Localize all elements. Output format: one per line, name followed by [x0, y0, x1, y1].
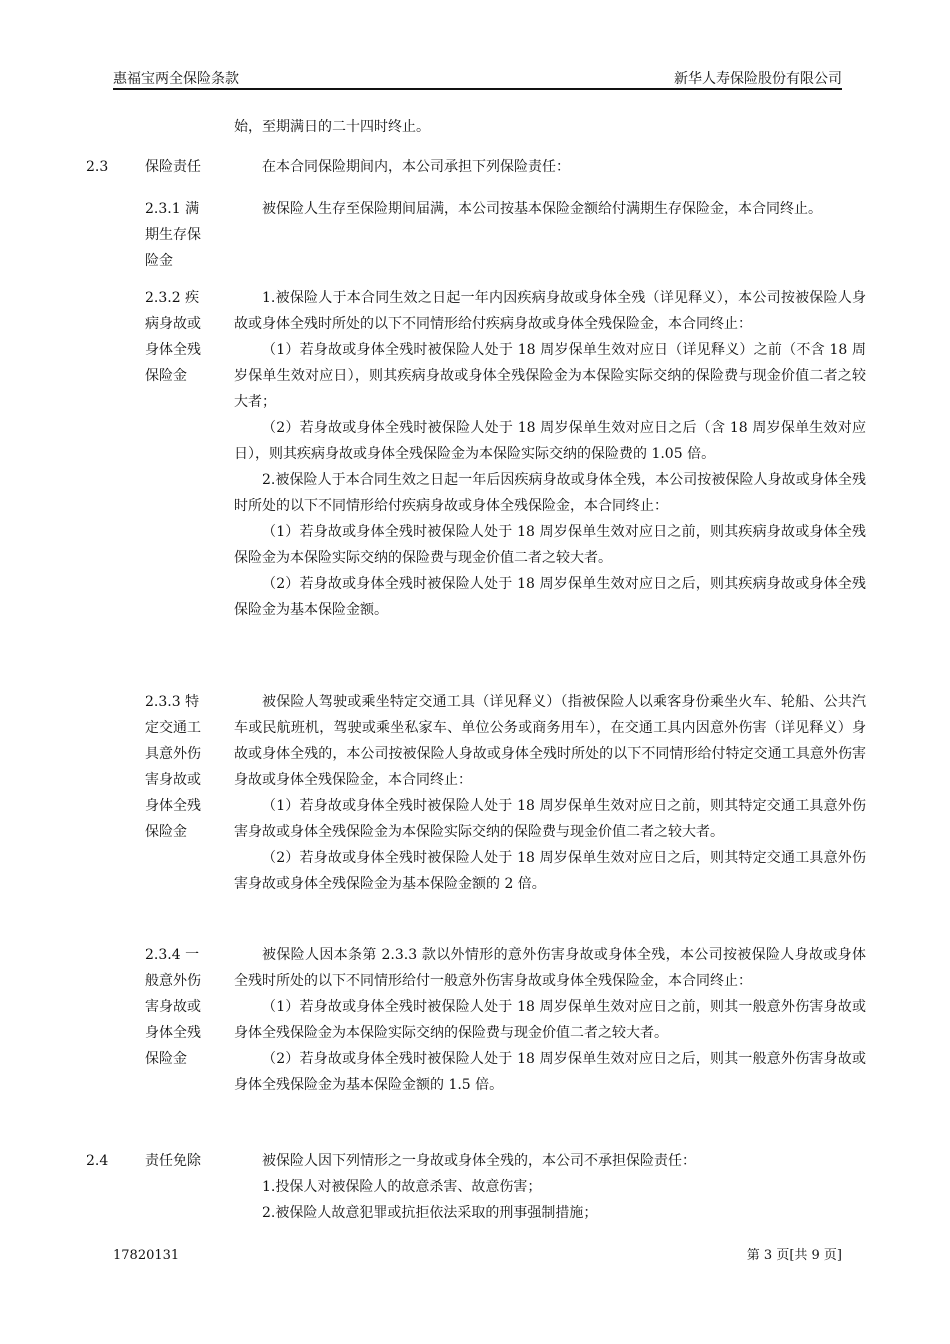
clause-2-3-2-para: （2）若身故或身体全残时被保险人处于 18 周岁保单生效对应日之后（含 18 周岁保单生效对应日），则其疾病身故或身体全残保险金为本保险实际交纳的保险费的 1.05 倍。: [234, 420, 866, 462]
clause-2-3-2-title: 2.3.2 疾 病身故或 身体全残 保险金: [145, 290, 201, 384]
clause-2-3-4-para: （1）若身故或身体全残时被保险人处于 18 周岁保单生效对应日之前，则其一般意外伤害身故或身体全残保险金为本保险实际交纳的保险费与现金价值二者之较大者。: [234, 999, 866, 1041]
section-2-3-title: 保险责任: [145, 159, 201, 175]
section-2-4-number: 2.4: [86, 1153, 109, 1169]
header-company-name: 新华人寿保险股份有限公司: [674, 71, 842, 87]
clause-2-3-2-para: （1）若身故或身体全残时被保险人处于 18 周岁保单生效对应日（详见释义）之前（不含 18 周岁保单生效对应日），则其疾病身故或身体全残保险金为本保险实际交纳的保险费与现金价值二者之较大者；: [234, 342, 866, 410]
clause-2-3-1-para: 被保险人生存至保险期间届满，本公司按基本保险金额给付满期生存保险金，本合同终止。: [262, 201, 822, 217]
clause-2-3-4-title: 2.3.4 一 般意外伤 害身故或 身体全残 保险金: [145, 947, 201, 1067]
clause-2-3-2-para: （1）若身故或身体全残时被保险人处于 18 周岁保单生效对应日之前，则其疾病身故或身体全残保险金为本保险实际交纳的保险费与现金价值二者之较大者。: [234, 524, 866, 566]
header-rule: [113, 88, 842, 90]
section-2-3-text: 在本合同保险期间内，本公司承担下列保险责任：: [262, 159, 570, 175]
section-2-4-title: 责任免除: [145, 1153, 201, 1169]
section-2-4-para: 被保险人因下列情形之一身故或身体全残的，本公司不承担保险责任：: [262, 1153, 696, 1169]
section-2-4-para: 2.被保险人故意犯罪或抗拒依法采取的刑事强制措施；: [262, 1205, 598, 1221]
clause-2-3-2-para: 1.被保险人于本合同生效之日起一年内因疾病身故或身体全残（详见释义），本公司按被保险人身故或身体全残时所处的以下不同情形给付疾病身故或身体全残保险金，本合同终止：: [234, 290, 866, 332]
section-2-4-para: 1.投保人对被保险人的故意杀害、故意伤害；: [262, 1179, 542, 1195]
clause-2-3-4-body: [234, 942, 866, 1098]
footer-page-number: 第 3 页[共 9 页]: [746, 1248, 842, 1263]
clause-2-3-1-title: 2.3.1 满 期生存保 险金: [145, 201, 201, 269]
footer-document-code: 17820131: [113, 1248, 180, 1263]
section-2-4-body: [234, 1148, 866, 1226]
clause-2-3-3-para: （1）若身故或身体全残时被保险人处于 18 周岁保单生效对应日之前，则其特定交通工具意外伤害身故或身体全残保险金为本保险实际交纳的保险费与现金价值二者之较大者。: [234, 798, 866, 840]
clause-2-3-3-para: 被保险人驾驶或乘坐特定交通工具（详见释义）（指被保险人以乘客身份乘坐火车、轮船、公共汽车或民航班机，驾驶或乘坐私家车、单位公务或商务用车），在交通工具内因意外伤害（详见释义）身故或身体全残的，本公司按被保险人身故或身体全残时所处的以下不同情形给付特定交通工具意外伤害身故或身体全残保险金，本合同终止：: [234, 694, 866, 788]
clause-2-3-2-body: [234, 285, 866, 623]
clause-2-3-4-para: （2）若身故或身体全残时被保险人处于 18 周岁保单生效对应日之后，则其一般意外伤害身故或身体全残保险金为基本保险金额的 1.5 倍。: [234, 1051, 866, 1093]
intro-text: 始，至期满日的二十四时终止。: [234, 119, 430, 135]
clause-2-3-3-body: [234, 689, 866, 897]
section-2-3-number: 2.3: [86, 159, 109, 175]
clause-2-3-2-para: 2.被保险人于本合同生效之日起一年后因疾病身故或身体全残，本公司按被保险人身故或身体全残时所处的以下不同情形给付疾病身故或身体全残保险金，本合同终止：: [234, 472, 866, 514]
clause-2-3-1-body: [234, 196, 866, 222]
clause-2-3-3-title: 2.3.3 特 定交通工 具意外伤 害身故或 身体全残 保险金: [145, 694, 201, 840]
clause-2-3-3-para: （2）若身故或身体全残时被保险人处于 18 周岁保单生效对应日之后，则其特定交通工具意外伤害身故或身体全残保险金为基本保险金额的 2 倍。: [234, 850, 866, 892]
intro-line: [234, 114, 866, 140]
section-2-3-text-block: [234, 154, 866, 180]
clause-2-3-4-para: 被保险人因本条第 2.3.3 款以外情形的意外伤害身故或身体全残，本公司按被保险人身故或身体全残时所处的以下不同情形给付一般意外伤害身故或身体全残保险金，本合同终止：: [234, 947, 866, 989]
clause-2-3-2-para: （2）若身故或身体全残时被保险人处于 18 周岁保单生效对应日之后，则其疾病身故或身体全残保险金为基本保险金额。: [234, 576, 866, 618]
header-product-name: 惠福宝两全保险条款: [113, 71, 239, 87]
